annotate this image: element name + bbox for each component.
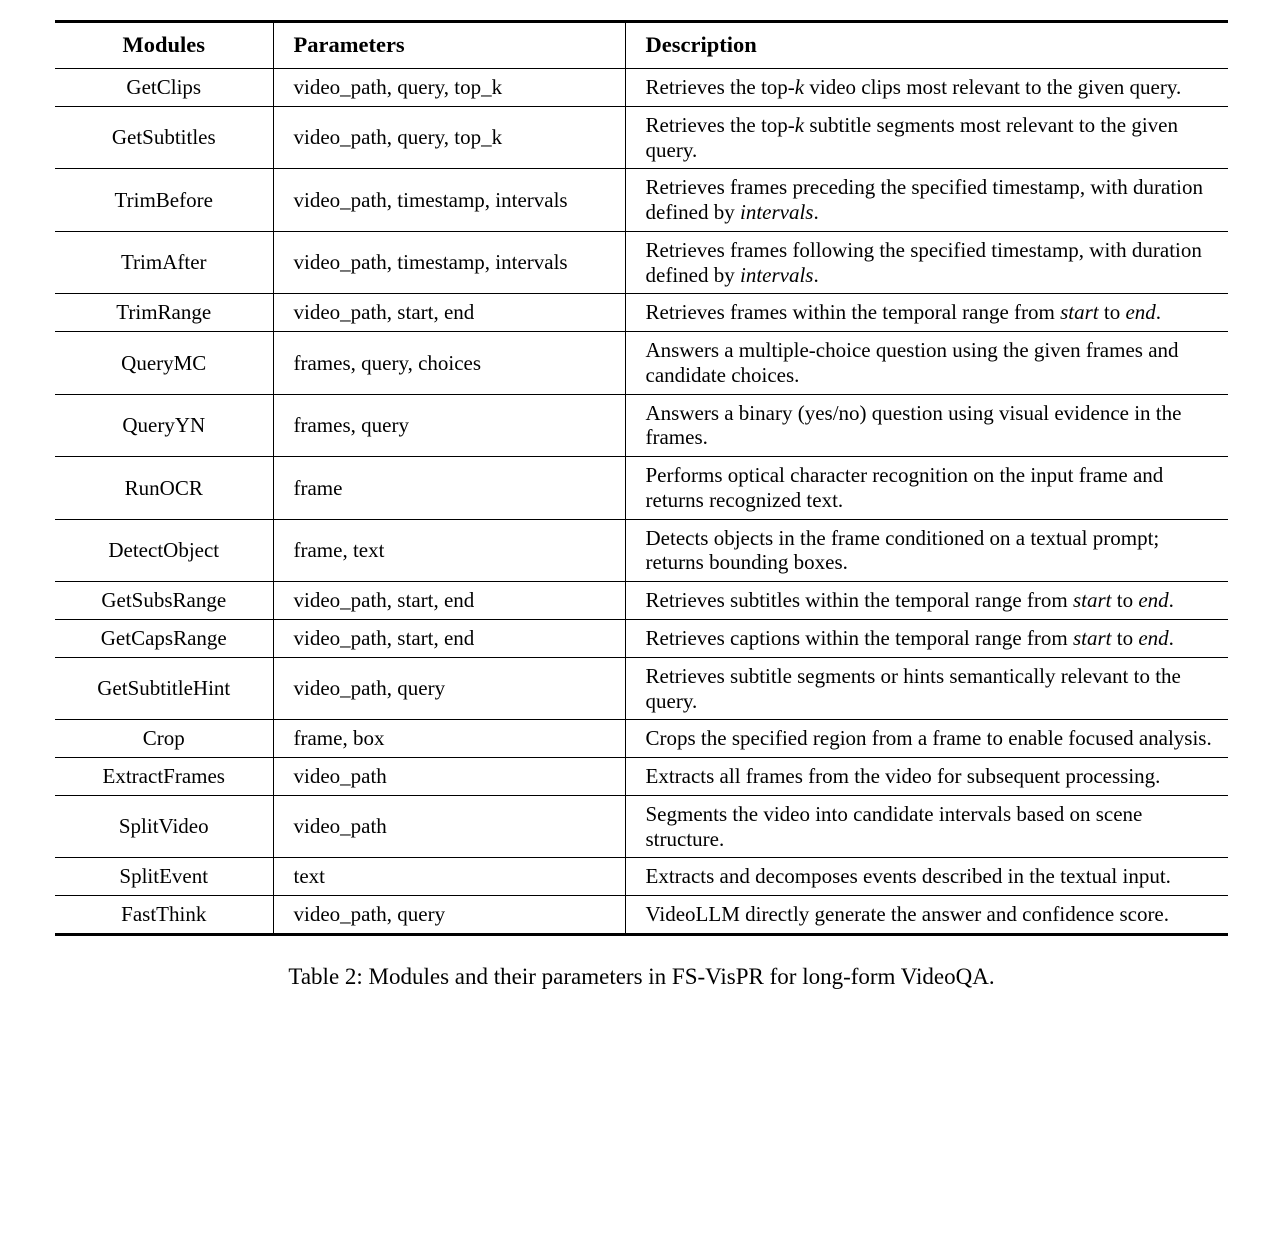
module-parameters-cell: video_path, query, top_k	[273, 69, 625, 107]
table-body	[55, 69, 1228, 933]
module-description-cell: Segments the video into candidate intervals based on scene structure.	[625, 795, 1228, 858]
table-header	[55, 22, 1228, 69]
module-parameters-cell: video_path, start, end	[273, 582, 625, 620]
module-name-cell: GetSubsRange	[55, 582, 273, 620]
description-emphasis: k	[794, 112, 805, 137]
table-caption: Table 2: Modules and their parameters in FS-VisPR for long-form VideoQA.	[288, 963, 995, 989]
module-description-cell: Answers a multiple-choice question using the given frames and candidate choices.	[625, 332, 1228, 395]
module-description-cell: Crops the specified region from a frame to enable focused analysis.	[625, 720, 1228, 758]
module-name-cell: RunOCR	[55, 457, 273, 520]
table-row	[55, 332, 1228, 395]
module-parameters-cell: video_path	[273, 758, 625, 796]
module-name-cell: GetCapsRange	[55, 620, 273, 658]
table-row	[55, 758, 1228, 796]
module-name-cell: ExtractFrames	[55, 758, 273, 796]
table-row	[55, 657, 1228, 720]
module-parameters-cell: text	[273, 858, 625, 896]
module-parameters-cell: frame, text	[273, 519, 625, 582]
module-description-cell: Answers a binary (yes/no) question using visual evidence in the frames.	[625, 394, 1228, 457]
module-parameters-cell: frames, query, choices	[273, 332, 625, 395]
description-emphasis: intervals	[739, 262, 814, 287]
module-name-cell: QueryYN	[55, 394, 273, 457]
description-emphasis: end	[1138, 588, 1169, 613]
modules-table	[55, 20, 1228, 933]
module-name-cell: DetectObject	[55, 519, 273, 582]
module-description-cell: Retrieves frames following the specified timestamp, with duration defined by intervals.	[625, 231, 1228, 294]
table-row	[55, 582, 1228, 620]
module-description-cell: Performs optical character recognition on the input frame and returns recognized text.	[625, 457, 1228, 520]
module-description-cell: Retrieves frames preceding the specified timestamp, with duration defined by intervals.	[625, 169, 1228, 232]
table-row	[55, 169, 1228, 232]
description-emphasis: intervals	[739, 200, 814, 225]
module-parameters-cell: video_path, query, top_k	[273, 106, 625, 169]
module-description-cell: Retrieves subtitle segments or hints semantically relevant to the query.	[625, 657, 1228, 720]
table-row	[55, 795, 1228, 858]
column-header-parameters: Parameters	[273, 22, 625, 69]
module-name-cell: GetSubtitles	[55, 106, 273, 169]
module-parameters-cell: video_path, query	[273, 896, 625, 933]
description-emphasis: k	[794, 75, 805, 99]
module-parameters-cell: video_path, start, end	[273, 294, 625, 332]
module-parameters-cell: video_path, start, end	[273, 620, 625, 658]
module-parameters-cell: frames, query	[273, 394, 625, 457]
module-description-cell: Detects objects in the frame conditioned on a textual prompt; returns bounding boxes.	[625, 519, 1228, 582]
module-description-cell: Extracts all frames from the video for subsequent processing.	[625, 758, 1228, 796]
table-bottom-rule	[55, 933, 1228, 936]
module-description-cell: Retrieves captions within the temporal range from start to end.	[625, 620, 1228, 658]
table-row	[55, 896, 1228, 933]
column-header-modules: Modules	[55, 22, 273, 69]
module-parameters-cell: video_path, timestamp, intervals	[273, 169, 625, 232]
table-row	[55, 519, 1228, 582]
description-emphasis: end	[1125, 300, 1156, 325]
table-row	[55, 620, 1228, 658]
table-header-row	[55, 22, 1228, 69]
module-description-cell: Retrieves frames within the temporal range from start to end.	[625, 294, 1228, 332]
description-emphasis: end	[1138, 626, 1169, 651]
module-name-cell: SplitEvent	[55, 858, 273, 896]
description-emphasis: start	[1072, 588, 1112, 613]
module-parameters-cell: video_path, timestamp, intervals	[273, 231, 625, 294]
module-name-cell: GetClips	[55, 69, 273, 107]
table-row	[55, 106, 1228, 169]
table-row	[55, 858, 1228, 896]
module-name-cell: Crop	[55, 720, 273, 758]
description-emphasis: start	[1072, 626, 1112, 651]
module-name-cell: FastThink	[121, 902, 207, 927]
table-row	[55, 394, 1228, 457]
module-description-cell: Retrieves the top-k video clips most relevant to the given query.	[625, 69, 1228, 107]
module-description-cell: Retrieves subtitles within the temporal range from start to end.	[625, 582, 1228, 620]
table-row	[55, 231, 1228, 294]
module-parameters-cell: video_path	[273, 795, 625, 858]
module-parameters-cell: frame	[273, 457, 625, 520]
module-parameters-cell: frame, box	[273, 720, 625, 758]
module-name-cell: TrimAfter	[55, 231, 273, 294]
module-name-cell: TrimBefore	[55, 169, 273, 232]
column-header-description: Description	[625, 22, 1228, 69]
module-description-cell: Extracts and decomposes events described in the textual input.	[625, 858, 1228, 896]
description-emphasis: start	[1060, 300, 1099, 325]
module-name-cell: SplitVideo	[55, 795, 273, 858]
module-parameters-cell: video_path, query	[273, 657, 625, 720]
module-name-cell: QueryMC	[55, 332, 273, 395]
module-name-cell: GetSubtitleHint	[55, 657, 273, 720]
table-row	[55, 294, 1228, 332]
table-row	[55, 69, 1228, 107]
module-name-cell: TrimRange	[55, 294, 273, 332]
module-description-cell: VideoLLM directly generate the answer and confidence score.	[625, 896, 1228, 933]
module-description-cell: Retrieves the top-k subtitle segments most relevant to the given query.	[625, 106, 1228, 169]
table-row	[55, 457, 1228, 520]
table-row	[55, 720, 1228, 758]
